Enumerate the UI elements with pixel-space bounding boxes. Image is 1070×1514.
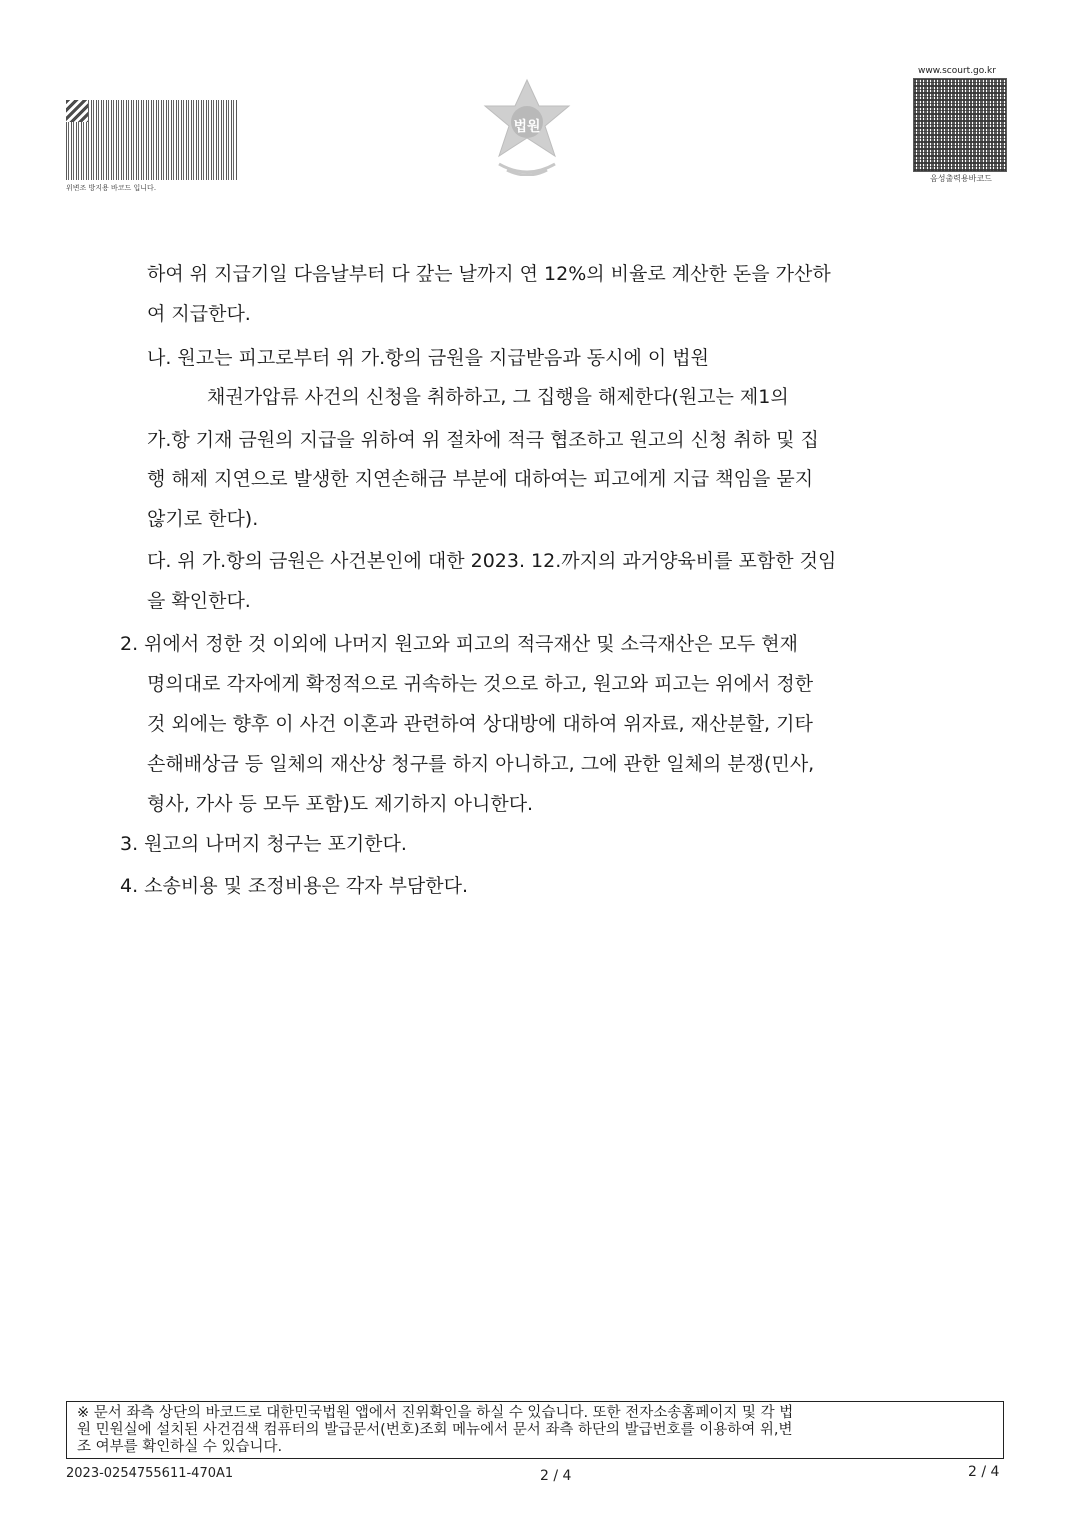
voice-output-qr-code [913, 78, 1007, 172]
body-line: 2. 위에서 정한 것 이외에 나머지 원고와 피고의 적극재산 및 소극재산은 모두 현재 [120, 633, 798, 655]
body-line: 여 지급한다. [147, 303, 251, 325]
barcode-caption: 위변조 방지용 바코드 입니다. [66, 184, 157, 192]
qr-caption: 음성출력용바코드 [930, 174, 992, 183]
court-website-url: www.scourt.go.kr [918, 66, 996, 76]
body-line: 가.항 기재 금원의 지급을 위하여 위 절차에 적극 협조하고 원고의 신청 취하 및 집 [147, 429, 819, 451]
body-line: 채권가압류 사건의 신청을 취하하고, 그 집행을 해제한다(원고는 제1의 [207, 386, 789, 408]
body-line: 4. 소송비용 및 조정비용은 각자 부담한다. [120, 875, 469, 897]
notice-line: ※ 문서 좌측 상단의 바코드로 대한민국법원 앱에서 진위확인을 하실 수 있습니다. 또한 전자소송홈페이지 및 각 법 [77, 1405, 794, 1421]
notice-line: 원 민원실에 설치된 사건검색 컴퓨터의 발급문서(번호)조회 메뉴에서 문서 좌측 하단의 발급번호를 이용하여 위,변 [77, 1422, 793, 1438]
seal-label: 법원 [513, 119, 541, 135]
body-line: 다. 위 가.항의 금원은 사건본인에 대한 2023. 12.까지의 과거양육비를 포함한 것임 [147, 550, 837, 572]
body-line: 행 해제 지연으로 발생한 지연손해금 부분에 대하여는 피고에게 지급 책임을 묻지 [147, 468, 814, 490]
body-line: 않기로 한다). [147, 508, 259, 530]
body-line: 나. 원고는 피고로부터 위 가.항의 금원을 지급받음과 동시에 이 법원 [147, 347, 709, 369]
page-number-center: 2 / 4 [540, 1468, 572, 1484]
verification-notice-box [66, 1401, 1004, 1459]
issue-number: 2023-0254755611-470A1 [66, 1466, 234, 1481]
anti-forgery-barcode [66, 100, 238, 180]
body-line: 명의대로 각자에게 확정적으로 귀속하는 것으로 하고, 원고와 피고는 위에서 정한 [147, 673, 814, 695]
notice-line: 조 여부를 확인하실 수 있습니다. [77, 1439, 283, 1455]
body-line: 손해배상금 등 일체의 재산상 청구를 하지 아니하고, 그에 관한 일체의 분쟁(민사, [147, 753, 815, 775]
body-line: 을 확인한다. [147, 590, 251, 612]
body-line: 것 외에는 향후 이 사건 이혼과 관련하여 상대방에 대하여 위자료, 재산분할, 기타 [147, 713, 813, 735]
body-line: 3. 원고의 나머지 청구는 포기한다. [120, 833, 407, 855]
body-line: 형사, 가사 등 모두 포함)도 제기하지 아니한다. [147, 793, 534, 815]
page-number-right: 2 / 4 [968, 1464, 1000, 1480]
body-line: 하여 위 지급기일 다음날부터 다 갚는 날까지 연 12%의 비율로 계산한 돈을 가산하 [147, 263, 831, 285]
